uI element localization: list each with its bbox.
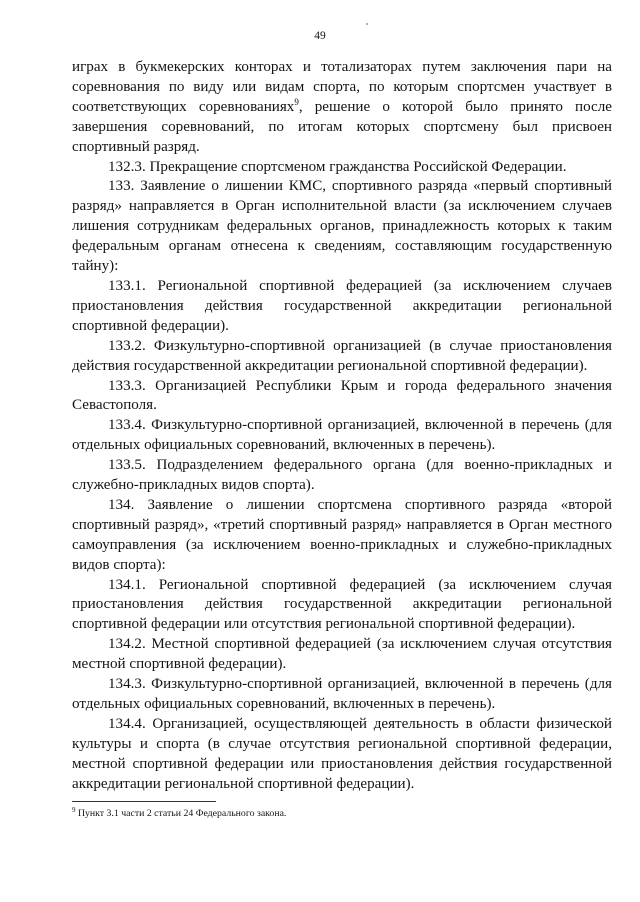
paragraph-134-4: 134.4. Организацией, осуществляющей деятельность в области физической культуры и спорта (в случае отсутствия региональной спортивной федерации, местной спортивной федерации или приостановления действия государственной аккредитации региональной спортивной федерации). — [72, 715, 612, 792]
page-number: 49 — [314, 30, 326, 42]
paragraph-132-3: 132.3. Прекращение спортсменом гражданства Российской Федерации. — [108, 158, 567, 175]
paragraph-continuation — [72, 58, 612, 158]
paragraph-134: 134. Заявление о лишении спортсмена спортивного разряда «второй спортивный разряд», «третий спортивный разряд» направляется в Орган местного самоуправления (за исключением военно-прикладных и служебно-прикладных видов спорта): — [72, 496, 612, 573]
footnote-divider — [72, 801, 216, 802]
footnote-marker: 9 — [72, 806, 76, 814]
paragraph-133: 133. Заявление о лишении КМС, спортивного разряда «первый спортивный разряд» направляется в Орган исполнительной власти (за исключением случаев лишения сотрудникам федеральных органов, принадлежность которых к таким федеральным органам отнесена к сведениям, составляющим государственную тайну): — [72, 178, 612, 275]
paragraph-134-2: 134.2. Местной спортивной федерацией (за исключением случая отсутствия местной спортивной федерации). — [72, 636, 612, 673]
paragraph-134-1: 134.1. Региональной спортивной федерацией (за исключением случая приостановления действия государственной аккредитации региональной спортивной федерации или отсутствия региональной спортивной федерации). — [72, 576, 612, 633]
paragraph-text-after-footnote: , решение о которой было принято после завершения соревнований, по итогам которых спортсмену был присвоен спортивный разряд. — [72, 98, 612, 155]
paragraph-133-5: 133.5. Подразделением федерального органа (для военно-прикладных и служебно-прикладных видов спорта). — [72, 457, 612, 494]
paragraph-133-3: 133.3. Организацией Республики Крым и города федерального значения Севастополя. — [72, 377, 612, 414]
scan-speck — [366, 23, 368, 25]
footnote-reference[interactable]: 9 — [294, 96, 299, 107]
document-body — [72, 58, 612, 795]
paragraph-133-4: 133.4. Физкультурно-спортивной организацией, включенной в перечень (для отдельных официальных соревнований, включенных в перечень). — [72, 417, 612, 454]
footnote-text: Пункт 3.1 части 2 статьи 24 Федерального закона. — [75, 808, 287, 819]
paragraph-133-1: 133.1. Региональной спортивной федерацией (за исключением случаев приостановления действия государственной аккредитации региональной спортивной федерации). — [72, 277, 612, 334]
paragraph-134-3: 134.3. Физкультурно-спортивной организацией, включенной в перечень (для отдельных официальных соревнований, включенных в перечень). — [72, 676, 612, 712]
footnote — [72, 807, 612, 820]
paragraph-133-2: 133.2. Физкультурно-спортивной организацией (в случае приостановления действия государственной аккредитации региональной спортивной федерации). — [72, 337, 612, 374]
paragraph-text: играх в букмекерских конторах и тотализаторах путем заключения пари на соревнования по виду или видам спорта, по которым спортсмен участвует в соответствующих соревнованиях — [72, 59, 612, 115]
